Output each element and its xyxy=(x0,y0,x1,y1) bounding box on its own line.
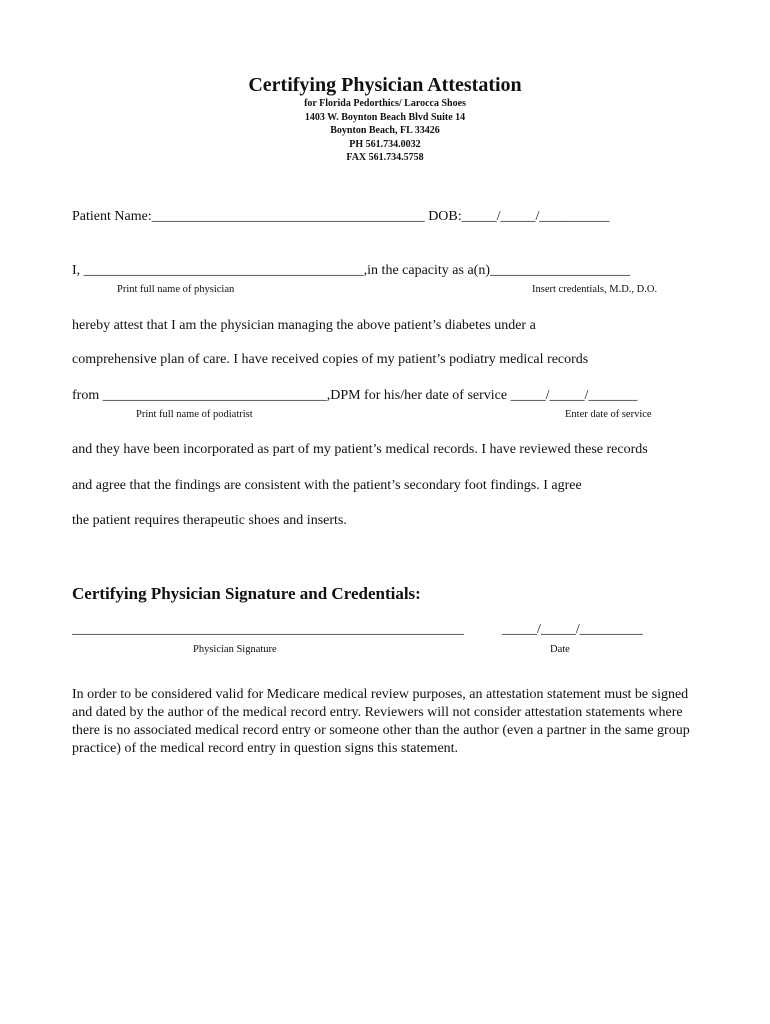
body-line-5: the patient requires therapeutic shoes and inserts. xyxy=(72,513,347,528)
from-podiatrist-line[interactable]: from ________________________________,DPM for his/her date of service _____/_____/_______ xyxy=(72,388,638,403)
document-title: Certifying Physician Attestation xyxy=(248,74,522,96)
signature-date-field[interactable]: _____/_____/_________ xyxy=(502,622,643,637)
service-date-hint: Enter date of service xyxy=(565,409,652,420)
header-line-practice: for Florida Pedorthics/ Larocca Shoes xyxy=(304,98,466,109)
header-line-fax: FAX 561.734.5758 xyxy=(346,152,424,163)
body-line-4: and agree that the findings are consistent with the patient’s secondary foot findings. I agree xyxy=(72,478,582,493)
body-line-2: comprehensive plan of care. I have received copies of my patient’s podiatry medical records xyxy=(72,352,589,367)
header-line-street: 1403 W. Boynton Beach Blvd Suite 14 xyxy=(304,112,466,123)
medicare-notice: In order to be considered valid for Medicare medical review purposes, an attestation statement must be signed and dated by the author of the medical record entry. Reviewers will not consider attestation statements where there is no associated medical record entry or someone other than the author (even a partner in the same group practice) of the medical record entry in question signs this statement. xyxy=(72,687,690,756)
date-label: Date xyxy=(550,644,570,655)
podiatrist-name-hint: Print full name of podiatrist xyxy=(136,409,253,420)
signature-field[interactable]: ________________________________________________________ xyxy=(72,622,464,637)
patient-name-dob-line[interactable]: Patient Name:_______________________________________ DOB:_____/_____/__________ xyxy=(72,209,610,224)
header-line-phone: PH 561.734.0032 xyxy=(349,139,421,150)
signature-heading: Certifying Physician Signature and Credentials: xyxy=(72,584,421,603)
physician-capacity-line[interactable]: I, ________________________________________,in the capacity as a(n)____________________ xyxy=(72,263,630,278)
physician-name-hint: Print full name of physician xyxy=(117,284,235,295)
header-line-city: Boynton Beach, FL 33426 xyxy=(330,125,440,136)
body-line-1: hereby attest that I am the physician managing the above patient’s diabetes under a xyxy=(72,318,536,333)
signature-label: Physician Signature xyxy=(193,644,277,655)
credentials-hint: Insert credentials, M.D., D.O. xyxy=(532,284,658,295)
body-line-3: and they have been incorporated as part of my patient’s medical records. I have reviewed these records xyxy=(72,442,648,457)
